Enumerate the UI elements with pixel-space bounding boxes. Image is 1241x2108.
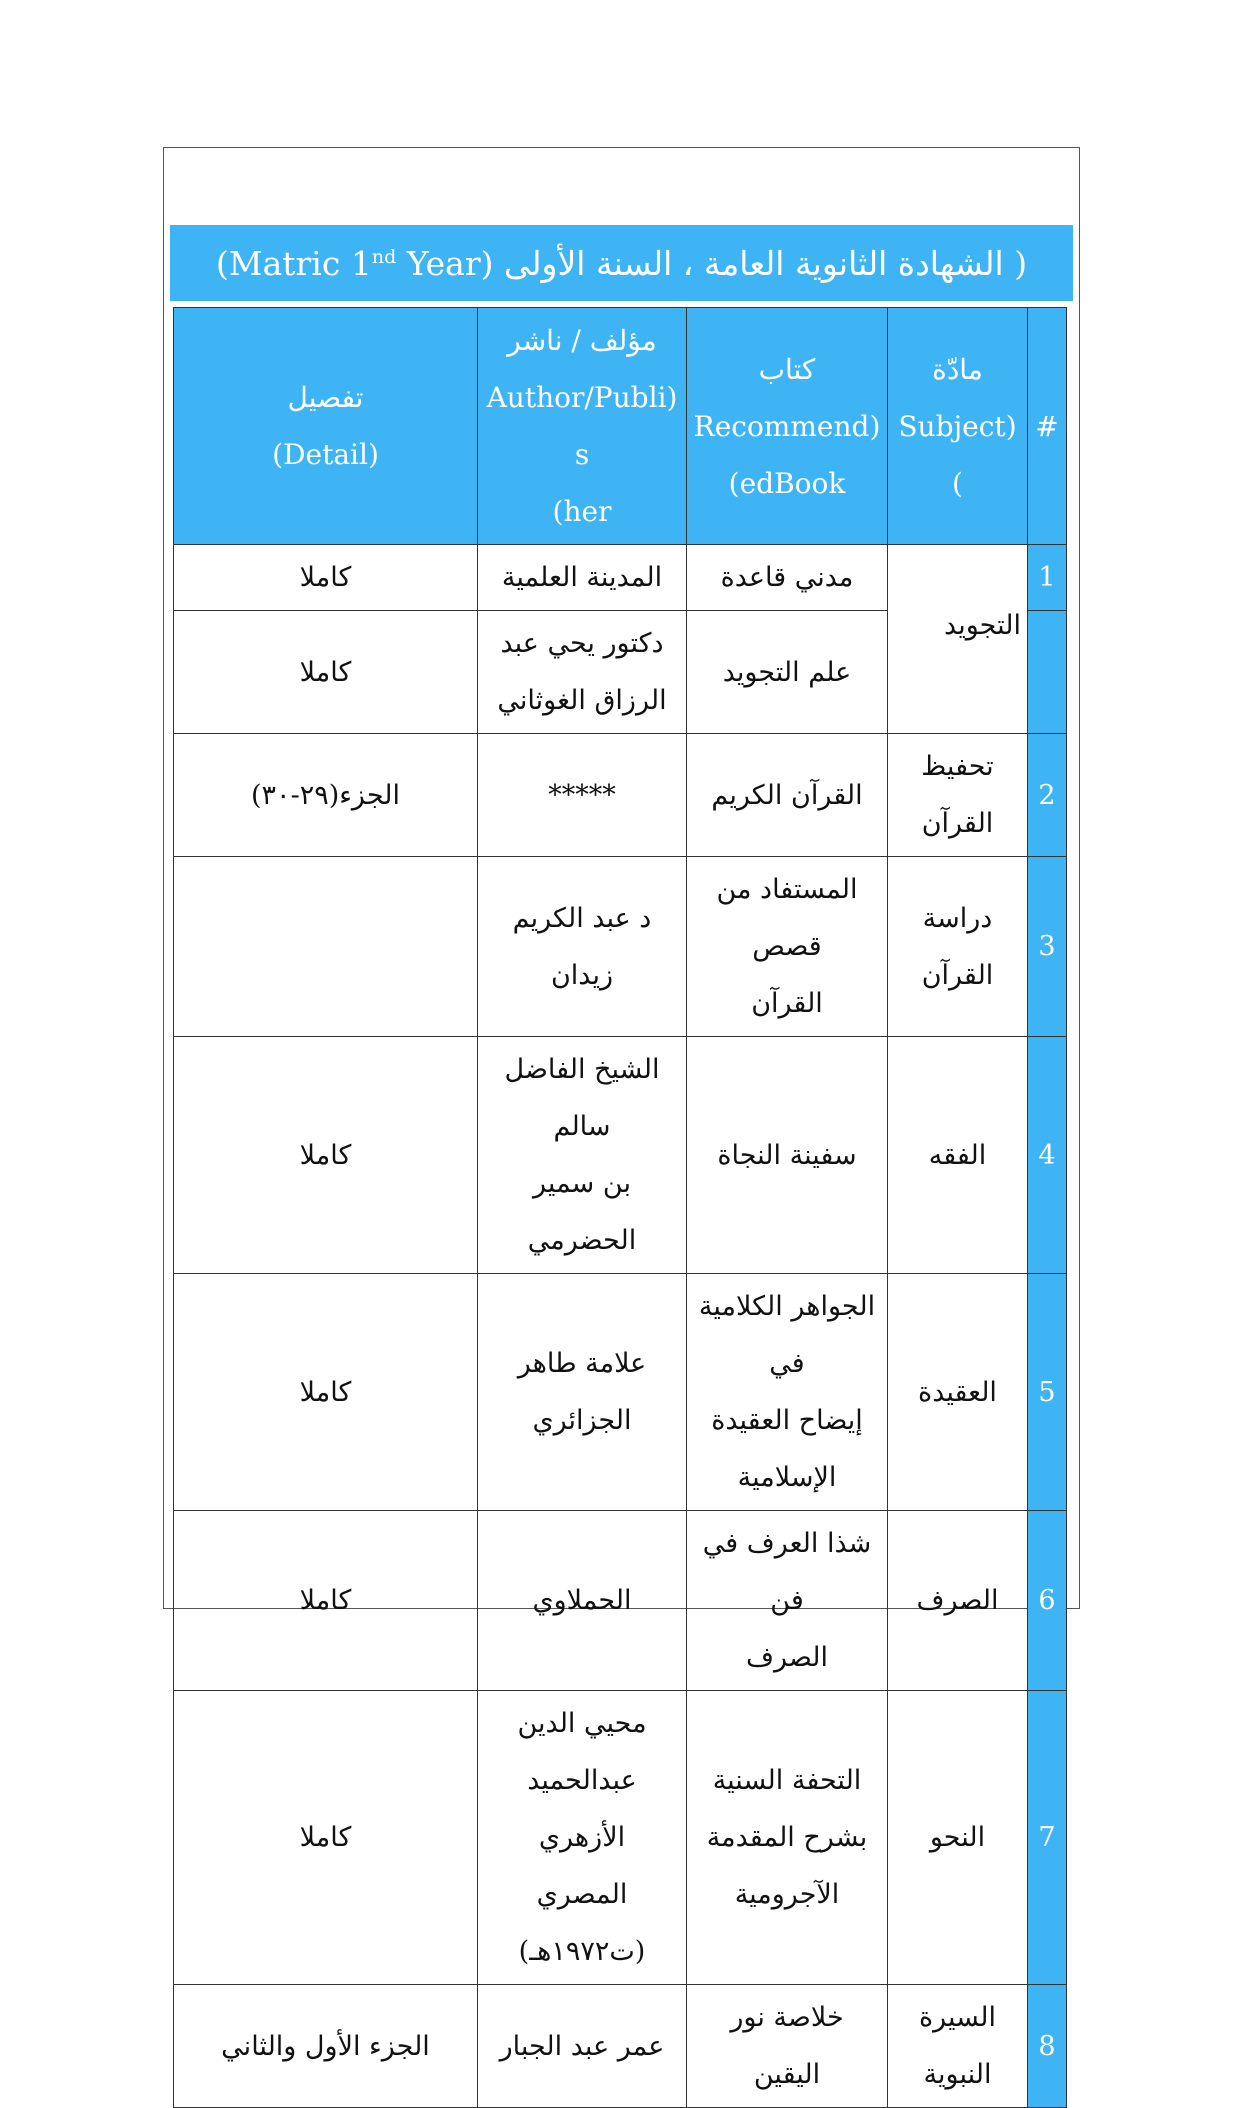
detail-cell: كاملا bbox=[174, 1037, 478, 1274]
detail-cell: كاملا bbox=[174, 1691, 478, 1985]
subject-cell: الفقه bbox=[888, 1037, 1028, 1274]
book-cell: مدني قاعدة bbox=[687, 545, 888, 611]
table-row bbox=[174, 1274, 1067, 1511]
detail-cell: كاملا bbox=[174, 1274, 478, 1511]
detail-cell: كاملا bbox=[174, 611, 478, 734]
detail-cell bbox=[174, 857, 478, 1037]
row-number: 5 bbox=[1028, 1274, 1067, 1511]
row-number: 6 bbox=[1028, 1511, 1067, 1691]
book-cell: الجواهر الكلامية في إيضاح العقيدة الإسلامية bbox=[687, 1274, 888, 1511]
header-num: # bbox=[1028, 308, 1067, 545]
author-cell: د عبد الكريم زيدان bbox=[478, 857, 687, 1037]
book-cell: شذا العرف في فن الصرف bbox=[687, 1511, 888, 1691]
author-cell: ***** bbox=[478, 734, 687, 857]
book-cell: خلاصة نور اليقين bbox=[687, 1985, 888, 2108]
subject-cell: الصرف bbox=[888, 1511, 1028, 1691]
author-cell: عمر عبد الجبار bbox=[478, 1985, 687, 2108]
subject-cell: النحو bbox=[888, 1691, 1028, 1985]
table-row bbox=[174, 1691, 1067, 1985]
author-cell: محيي الدين عبدالحميد الأزهري المصري (ت١٩٧٢هـ) bbox=[478, 1691, 687, 1985]
table-row bbox=[174, 1511, 1067, 1691]
subject-cell: دراسة القرآن bbox=[888, 857, 1028, 1037]
subject-cell: السيرة النبوية bbox=[888, 1985, 1028, 2108]
author-cell: دكتور يحي عبد الرزاق الغوثاني bbox=[478, 611, 687, 734]
subject-cell: العقيدة bbox=[888, 1274, 1028, 1511]
row-number: 1 bbox=[1028, 545, 1067, 611]
header-detail: تفصيل (Detail) bbox=[174, 308, 478, 545]
detail-cell: الجزء الأول والثاني bbox=[174, 1985, 478, 2108]
author-cell: علامة طاهر الجزائري bbox=[478, 1274, 687, 1511]
title-banner bbox=[170, 225, 1073, 301]
header-author: مؤلف / ناشر (Author/Publis her) bbox=[478, 308, 687, 545]
table-row bbox=[174, 1037, 1067, 1274]
header-subject: مادّة (Subject) bbox=[888, 308, 1028, 545]
table-row bbox=[174, 1985, 1067, 2108]
detail-cell: الجزء(٢٩-٣٠) bbox=[174, 734, 478, 857]
row-number bbox=[1028, 611, 1067, 734]
book-cell: التحفة السنية بشرح المقدمة الآجرومية bbox=[687, 1691, 888, 1985]
header-book: كتاب (Recommend edBook) bbox=[687, 308, 888, 545]
row-number: 7 bbox=[1028, 1691, 1067, 1985]
book-cell: علم التجويد bbox=[687, 611, 888, 734]
row-number: 4 bbox=[1028, 1037, 1067, 1274]
table-row bbox=[174, 734, 1067, 857]
book-cell: المستفاد من قصص القرآن bbox=[687, 857, 888, 1037]
book-cell: القرآن الكريم bbox=[687, 734, 888, 857]
banner-title: ( الشهادة الثانوية العامة ، السنة الأولى (Matric 1nd Year) bbox=[215, 243, 1028, 283]
row-number: 3 bbox=[1028, 857, 1067, 1037]
detail-cell: كاملا bbox=[174, 545, 478, 611]
subject-cell: التجويد bbox=[888, 545, 1028, 734]
subject-cell: تحفيظ القرآن bbox=[888, 734, 1028, 857]
row-number: 8 bbox=[1028, 1985, 1067, 2108]
detail-cell: كاملا bbox=[174, 1511, 478, 1691]
curriculum-table bbox=[173, 307, 1067, 2108]
book-cell: سفينة النجاة bbox=[687, 1037, 888, 1274]
table-row bbox=[174, 857, 1067, 1037]
author-cell: المدينة العلمية bbox=[478, 545, 687, 611]
author-cell: الحملاوي bbox=[478, 1511, 687, 1691]
author-cell: الشيخ الفاضل سالم بن سمير الحضرمي bbox=[478, 1037, 687, 1274]
table-row bbox=[174, 545, 1067, 611]
header-row bbox=[174, 308, 1067, 545]
row-number: 2 bbox=[1028, 734, 1067, 857]
